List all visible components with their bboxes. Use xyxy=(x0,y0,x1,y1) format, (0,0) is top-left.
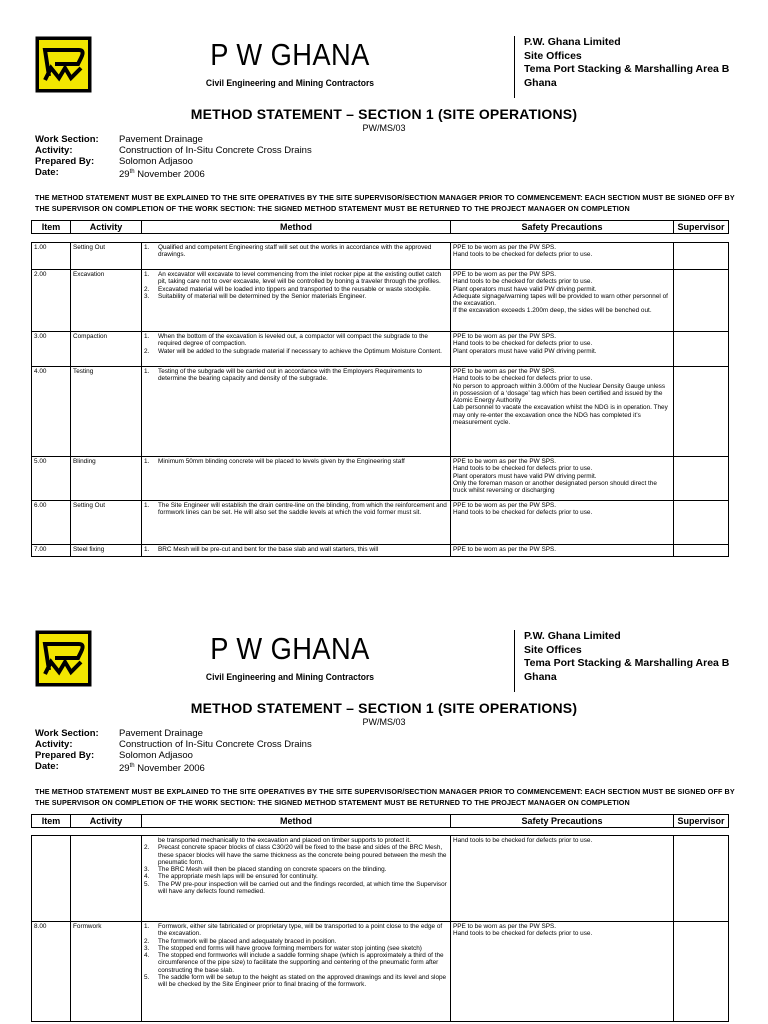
step-number: 2. xyxy=(144,285,150,293)
col-header-supervisor: Supervisor xyxy=(674,815,729,828)
cell-item: 2.00 xyxy=(32,270,71,332)
safety-line: PPE to be worn as per the PW SPS. xyxy=(453,333,557,340)
safety-line: Hand tools to be checked for defects prior to use. xyxy=(453,340,593,348)
cell-activity: Compaction xyxy=(71,332,142,367)
cell-item: 7.00 xyxy=(32,545,71,557)
cell-activity xyxy=(71,836,142,922)
table-row xyxy=(32,836,729,922)
document-title: METHOD STATEMENT – SECTION 1 (SITE OPERATIONS) xyxy=(190,700,578,716)
safety-line: Hand tools to be checked for defects prior to use. xyxy=(453,509,593,517)
document-title: METHOD STATEMENT – SECTION 1 (SITE OPERATIONS) xyxy=(190,106,578,122)
table-row xyxy=(32,457,729,501)
col-header-safety: Safety Precautions xyxy=(451,815,674,828)
method-step xyxy=(144,368,448,383)
col-header-safety: Safety Precautions xyxy=(451,221,674,234)
safety-line: Hand tools to be checked for defects prior to use. xyxy=(453,465,593,473)
cell-item: 5.00 xyxy=(32,457,71,501)
date-suffix: th xyxy=(129,763,135,769)
prepared-by-label: Prepared By: xyxy=(35,156,95,167)
step-number: 4. xyxy=(144,873,150,881)
step-number: 3. xyxy=(144,866,150,874)
step-number: 1. xyxy=(144,546,150,553)
method-step xyxy=(144,546,448,553)
safety-line: PPE to be worn as per the PW SPS. xyxy=(453,368,557,375)
step-number: 1. xyxy=(144,502,150,509)
step-number: 1. xyxy=(144,368,150,375)
method-step xyxy=(144,866,448,873)
cell-safety xyxy=(451,367,674,457)
activity-label: Activity: xyxy=(35,739,73,750)
method-steps xyxy=(144,368,448,383)
date-value xyxy=(119,761,205,774)
method-steps xyxy=(144,333,448,355)
company-brand xyxy=(140,632,440,683)
date-rest: November 2006 xyxy=(134,763,205,775)
step-text: When the bottom of the excavation is leveled out, a compactor will compact the subgrade to the required degree of compaction. xyxy=(158,333,428,348)
cell-supervisor xyxy=(674,270,729,332)
cell-item: 8.00 xyxy=(32,922,71,1022)
address-line: Site Offices xyxy=(524,49,582,62)
date-day: 29 xyxy=(119,763,130,775)
activity-value: Construction of In-Situ Concrete Cross Drains xyxy=(119,145,312,156)
step-text: The appropriate mesh laps will be ensured for continuity. xyxy=(158,873,318,881)
col-header-method: Method xyxy=(142,221,451,234)
method-steps xyxy=(144,546,448,553)
step-text: The PW pre-pour inspection will be carried out and the findings recorded, at which time the Supervisor will have any defects found remedied. xyxy=(158,880,447,896)
safety-line: Hand tools to be checked for defects prior to use. xyxy=(453,278,593,286)
step-number: 1. xyxy=(144,271,150,278)
safety-line: PPE to be worn as per the PW SPS. xyxy=(453,923,557,930)
cell-activity: Excavation xyxy=(71,270,142,332)
work-section-label: Work Section: xyxy=(35,728,99,739)
step-text: Formwork, either site fabricated or proprietary type, will be transported to a point close to the edge of the excavation. xyxy=(158,923,443,938)
document-meta xyxy=(35,728,312,774)
address-line: Site Offices xyxy=(524,643,582,656)
safety-line: PPE to be worn as per the PW SPS. xyxy=(453,244,557,251)
supervisor-notice: THE METHOD STATEMENT MUST BE EXPLAINED TO THE SITE OPERATIVES BY THE SITE SUPERVISOR/SECTION MANAGER PRIOR TO COMMENCEMENT: EACH SECTION MUST BE SIGNED OFF BY THE SUPERVISOR ON COMPLETION OF THE WORK SECTION: THE SIGNED METHOD STATEMENT MUST BE RETURNED TO THE PROJECT MANAGER ON COMPLETION xyxy=(35,193,735,213)
company-name: P W GHANA xyxy=(210,631,370,666)
safety-line: Lab personnel to vacate the excavation whilst the NDG is in operation. They may only re-enter the excavation once the NDG has completed it’s measurement cycle. xyxy=(453,404,668,427)
step-text: Precast concrete spacer blocks of class C30/20 will be fixed to the base and sides of the BRC Mesh, these spacer blocks will have the same thickness as the concrete being poured between the mesh the pneumatic form. xyxy=(158,844,447,866)
step-number: 1. xyxy=(144,333,150,340)
cell-item: 4.00 xyxy=(32,367,71,457)
cell-safety xyxy=(451,501,674,545)
method-step xyxy=(144,974,448,989)
step-number: 3. xyxy=(144,292,150,300)
step-text: The formwork will be placed and adequately braced in position. xyxy=(158,937,337,945)
company-address xyxy=(514,630,750,692)
col-header-supervisor: Supervisor xyxy=(674,221,729,234)
document-meta xyxy=(35,134,312,180)
date-suffix: th xyxy=(129,169,135,175)
date-rest: November 2006 xyxy=(134,169,205,181)
method-step xyxy=(144,271,448,286)
safety-line: PPE to be worn as per the PW SPS. xyxy=(453,271,557,278)
col-header-activity: Activity xyxy=(71,221,142,234)
col-header-method: Method xyxy=(142,815,451,828)
table-row xyxy=(32,501,729,545)
step-number: 1. xyxy=(144,458,150,465)
method-table xyxy=(31,835,729,1022)
method-step xyxy=(144,286,448,293)
method-steps xyxy=(144,837,448,895)
safety-line: PPE to be worn as per the PW SPS. xyxy=(453,502,557,509)
company-tagline: Civil Engineering and Mining Contractors xyxy=(205,672,375,683)
table-row xyxy=(32,243,729,270)
prepared-by-value: Solomon Adjasoo xyxy=(119,156,193,167)
cell-safety xyxy=(451,545,674,557)
step-text: be transported mechanically to the excavation and placed on timber supports to protect it. xyxy=(158,837,411,844)
safety-line: No person to approach within 3.000m of the Nuclear Density Gauge unless in possession of a ‘dosage’ tag which has been certified and issued by the Atomic Energy Authority xyxy=(453,382,666,405)
method-table xyxy=(31,242,729,557)
safety-line: Adequate signage/warning tapes will be provided to warn other personnel of the excavation. xyxy=(453,292,668,308)
safety-line: PPE to be worn as per the PW SPS. xyxy=(453,546,557,553)
cell-method xyxy=(142,501,451,545)
method-step xyxy=(144,244,448,259)
method-step xyxy=(144,938,448,945)
date-label: Date: xyxy=(35,167,59,178)
document-ref: PW/MS/03 xyxy=(362,123,406,133)
safety-line: Only the foreman mason or another designated person should direct the truck whilst reversing or discharging xyxy=(453,479,657,495)
cell-method xyxy=(142,922,451,1022)
cell-activity: Testing xyxy=(71,367,142,457)
step-number: 2. xyxy=(144,937,150,945)
step-text: The saddle form will be setup to the height as stated on the approved drawings and its level and slope will be checked by the Site Engineer prior to final bracing of the formwork. xyxy=(158,974,447,989)
method-steps xyxy=(144,271,448,300)
safety-line: Plant operators must have valid PW driving permit. xyxy=(453,472,597,480)
supervisor-notice: THE METHOD STATEMENT MUST BE EXPLAINED TO THE SITE OPERATIVES BY THE SITE SUPERVISOR/SECTION MANAGER PRIOR TO COMMENCEMENT: EACH SECTION MUST BE SIGNED OFF BY THE SUPERVISOR ON COMPLETION OF THE WORK SECTION: THE SIGNED METHOD STATEMENT MUST BE RETURNED TO THE PROJECT MANAGER ON COMPLETION xyxy=(35,787,735,807)
pw-logo xyxy=(35,36,92,93)
cell-item: 1.00 xyxy=(32,243,71,270)
table-header xyxy=(31,814,729,828)
table-header xyxy=(31,220,729,234)
cell-supervisor xyxy=(674,457,729,501)
cell-method xyxy=(142,457,451,501)
cell-method xyxy=(142,270,451,332)
step-text: Suitability of material will be determined by the Senior materials Engineer. xyxy=(158,292,367,300)
date-day: 29 xyxy=(119,169,130,181)
step-text: An excavator will excavate to level commencing from the inlet rocker pipe at the existing outlet catch pit, taking care not to over excavate, level will be controlled by boning a traveler through the profiles. xyxy=(158,271,442,286)
method-step xyxy=(144,458,448,465)
step-text: The BRC Mesh will then be placed standing on concrete spacers on the blinding. xyxy=(158,866,387,874)
method-step xyxy=(144,333,448,348)
safety-line: Hand tools to be checked for defects prior to use. xyxy=(453,251,593,259)
company-tagline: Civil Engineering and Mining Contractors xyxy=(205,78,375,89)
table-row xyxy=(32,332,729,367)
address-line: Ghana xyxy=(524,670,557,683)
address-line: Tema Port Stacking & Marshalling Area B xyxy=(524,63,730,75)
cell-safety xyxy=(451,922,674,1022)
method-step xyxy=(144,923,448,938)
cell-method xyxy=(142,545,451,557)
cell-safety xyxy=(451,457,674,501)
step-text: The Site Engineer will establish the drain centre-line on the blinding, from which the reinforcement and formwork lines can be set. He will also set the saddle levels at which the void former must sit. xyxy=(158,502,447,517)
safety-line: Plant operators must have valid PW driving permit. xyxy=(453,347,597,355)
safety-line: Hand tools to be checked for defects prior to use. xyxy=(453,375,593,383)
cell-item xyxy=(32,836,71,922)
cell-method xyxy=(142,332,451,367)
step-text: Water will be added to the subgrade material if necessary to achieve the Optimum Moisture Content. xyxy=(158,347,442,355)
cell-supervisor xyxy=(674,501,729,545)
method-step xyxy=(144,945,448,952)
method-step xyxy=(144,293,448,300)
cell-supervisor xyxy=(674,836,729,922)
table-row xyxy=(32,270,729,332)
cell-supervisor xyxy=(674,922,729,1022)
method-step xyxy=(144,837,448,844)
method-steps xyxy=(144,502,448,517)
cell-supervisor xyxy=(674,243,729,270)
safety-line: Hand tools to be checked for defects prior to use. xyxy=(453,837,593,844)
safety-line: If the excavation exceeds 1.200m deep, the sides will be benched out. xyxy=(453,307,652,315)
cell-activity: Setting Out xyxy=(71,243,142,270)
col-header-activity: Activity xyxy=(71,815,142,828)
step-text: BRC Mesh will be pre-cut and bent for the base slab and wall starters, this will xyxy=(158,546,379,553)
safety-line: Plant operators must have valid PW driving permit. xyxy=(453,285,597,293)
work-section-value: Pavement Drainage xyxy=(119,134,203,145)
cell-activity: Formwork xyxy=(71,922,142,1022)
cell-safety xyxy=(451,332,674,367)
step-number: 5. xyxy=(144,974,150,982)
step-number: 4. xyxy=(144,952,150,960)
safety-line: Hand tools to be checked for defects prior to use. xyxy=(453,930,593,938)
safety-line: PPE to be worn as per the PW SPS. xyxy=(453,458,557,465)
step-number: 2. xyxy=(144,844,150,852)
address-line: Ghana xyxy=(524,76,557,89)
work-section-label: Work Section: xyxy=(35,134,99,145)
activity-label: Activity: xyxy=(35,145,73,156)
cell-method xyxy=(142,836,451,922)
step-text: Excavated material will be loaded into tippers and transported to the reusable or waste stockpile. xyxy=(158,285,431,293)
cell-supervisor xyxy=(674,545,729,557)
pw-logo xyxy=(35,630,92,687)
table-row xyxy=(32,367,729,457)
cell-supervisor xyxy=(674,367,729,457)
cell-activity: Setting Out xyxy=(71,501,142,545)
step-text: The stopped end formworks will include a saddle forming shape (which is approximately a third of the circumference of the pipe size) to facilitate the supporting and centering of the pneumatic form after constructing the base slab. xyxy=(158,952,444,974)
address-line: Tema Port Stacking & Marshalling Area B xyxy=(524,657,730,669)
step-number: 1. xyxy=(144,244,150,251)
document-ref: PW/MS/03 xyxy=(362,717,406,727)
company-address xyxy=(514,36,750,98)
method-step xyxy=(144,952,448,974)
prepared-by-label: Prepared By: xyxy=(35,750,95,761)
prepared-by-value: Solomon Adjasoo xyxy=(119,750,193,761)
date-label: Date: xyxy=(35,761,59,772)
method-step xyxy=(144,502,448,517)
method-steps xyxy=(144,923,448,989)
company-name: P W GHANA xyxy=(210,37,370,72)
activity-value: Construction of In-Situ Concrete Cross Drains xyxy=(119,739,312,750)
cell-item: 6.00 xyxy=(32,501,71,545)
method-step xyxy=(144,873,448,880)
date-value xyxy=(119,167,205,180)
method-steps xyxy=(144,458,448,465)
company-brand xyxy=(140,38,440,89)
step-text: The stopped end forms will have groove forming members for water stop jointing (see sketch) xyxy=(158,944,422,952)
step-number xyxy=(144,837,158,844)
address-line: P.W. Ghana Limited xyxy=(524,36,621,48)
step-number: 3. xyxy=(144,944,150,952)
cell-safety xyxy=(451,836,674,922)
col-header-item: Item xyxy=(32,221,71,234)
step-text: Testing of the subgrade will be carried out in accordance with the Employers Requirements to determine the bearing capacity and density of the subgrade. xyxy=(158,368,422,383)
work-section-value: Pavement Drainage xyxy=(119,728,203,739)
cell-safety xyxy=(451,270,674,332)
step-number: 5. xyxy=(144,880,150,888)
cell-supervisor xyxy=(674,332,729,367)
cell-safety xyxy=(451,243,674,270)
col-header-item: Item xyxy=(32,815,71,828)
step-text: Minimum 50mm blinding concrete will be placed to levels given by the Engineering staff xyxy=(158,458,405,465)
cell-method xyxy=(142,367,451,457)
method-steps xyxy=(144,244,448,259)
method-step xyxy=(144,844,448,866)
step-number: 2. xyxy=(144,347,150,355)
cell-activity: Blinding xyxy=(71,457,142,501)
address-line: P.W. Ghana Limited xyxy=(524,630,621,642)
cell-activity: Steel fixing xyxy=(71,545,142,557)
method-step xyxy=(144,348,448,355)
cell-item: 3.00 xyxy=(32,332,71,367)
table-row xyxy=(32,922,729,1022)
step-number: 1. xyxy=(144,923,150,930)
step-text: Qualified and competent Engineering staff will set out the works in accordance with the approved drawings. xyxy=(158,244,432,259)
method-step xyxy=(144,881,448,896)
table-row xyxy=(32,545,729,557)
cell-method xyxy=(142,243,451,270)
